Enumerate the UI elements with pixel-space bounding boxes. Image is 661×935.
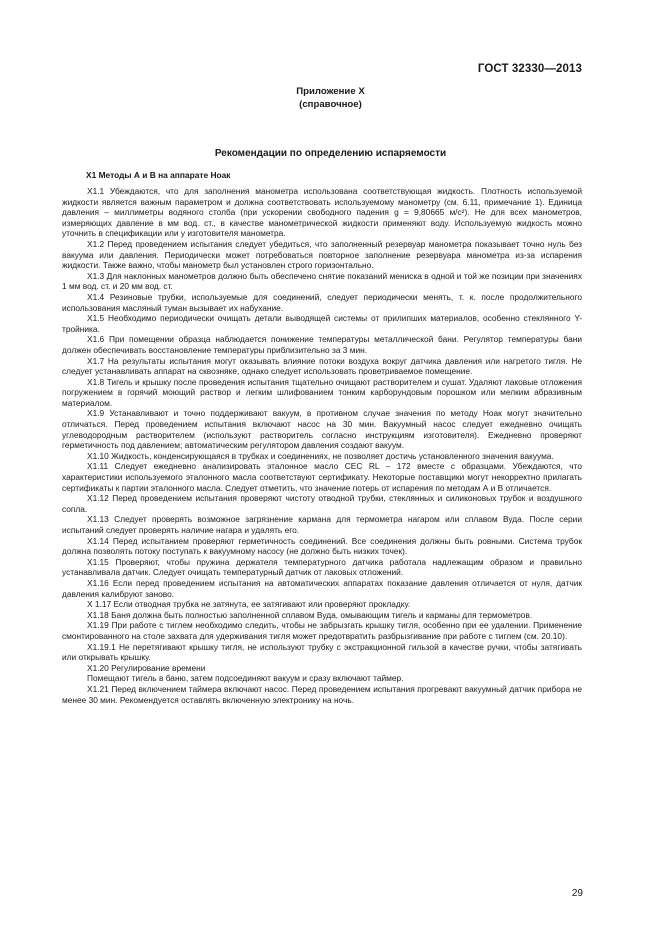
paragraph: Помещают тигель в баню, затем подсоединяют вакуум и сразу включают таймер. xyxy=(87,673,404,684)
paragraph: Х1.7 На результаты испытания могут оказывать влияние потоки воздуха вокруг датчика давления или нагретого тигля. Не следует устанавливать аппарат на сквозняке, однако следует использовать проветриваемое помещение. xyxy=(62,355,582,377)
paragraph: Х1.19 При работе с тиглем необходимо следить, чтобы не забрызгать крышку тигля, особенно при ее удалении. Применение смонтированного на столе захвата для удерживания тигля может предотвратить разбрызгивание при работе с тиглем (см. 20.10). xyxy=(62,620,582,641)
paragraph: Х1.13 Следует проверять возможное загрязнение кармана для термометра нагаром или сплавом Вуда. После серии испытаний следует проверять наличие нагара и удалять его. xyxy=(62,514,582,535)
paragraph: Х1.11 Следует ежедневно анализировать эталонное масло CEC RL – 172 вместе с образцами. Убеждаются, что характеристики используемого эталонного масла соответствуют сертификату. Некоторые поставщики могут некорректно прилагать сертификаты к партии эталонного масла. Следует отметить, что значение потерь от испарения по методам А и В отличается. xyxy=(62,461,582,493)
paragraph: Х1.8 Тигель и крышку после проведения испытания тщательно очищают растворителем и сушат. Удаляют лаковые отложения погружением в горячий моющий раствор и легким шлифованием тонким карборундовым порошком или мелким абразивным материалом. xyxy=(62,376,582,408)
document-title: Рекомендации по определению испаряемости xyxy=(214,148,447,159)
body-text xyxy=(62,186,582,705)
appendix-subtitle: (справочное) xyxy=(299,98,362,110)
paragraph: Х1.1 Убеждаются, что для заполнения манометра использована соответствующая жидкость. Плотность используемой жидкости является важным параметром и должна соответствовать используемому манометру (см. 6.11, примечание 1). Единица давления – миллиметры водяного столба (при ускорении свободного падения g = 9,80665 м/с²). Не для всех манометров, измеряющих давление в мм вод. ст., в качестве манометрической жидкости применяют воду. Используемую жидкость можно уточнить в спецификации или у изготовителя манометра. xyxy=(62,186,582,239)
paragraph: Х1.5 Необходимо периодически очищать детали выводящей системы от прилипших материалов, особенно стеклянного Y-тройника. xyxy=(62,313,582,334)
paragraph: Х1.14 Перед испытанием проверяют герметичность соединений. Все соединения должны быть ровными. Система трубок должна позволять потоку поступать к вакуумному насосу (не должно быть низких точек). xyxy=(62,535,582,557)
paragraph: Х1.15 Проверяют, чтобы пружина держателя температурного датчика работала надлежащим образом и правильно устанавливала датчик. Следует очищать температурный датчик от лаковых отложений. xyxy=(62,556,582,578)
standard-number: ГОСТ 32330—2013 xyxy=(477,63,582,75)
paragraph: Х1.16 Если перед проведением испытания на автоматических аппаратах показание давления отличается от нуля, датчик давления калибруют заново. xyxy=(62,577,582,599)
paragraph: Х1.3 Для наклонных манометров должно быть обеспечено снятие показаний мениска в одной и той же позиции при значениях 1 мм вод. ст. и 20 мм вод. ст. xyxy=(62,270,582,292)
appendix-title: Приложение Х xyxy=(296,86,365,97)
paragraph: Х1.4 Резиновые трубки, используемые для соединений, следует периодически менять, т. к. после продолжительного использования масляный туман вызывает их набухание. xyxy=(62,291,582,313)
page-number: 29 xyxy=(571,888,583,899)
paragraph: Х1.20 Регулирование времени xyxy=(87,662,206,673)
section-heading: Х1 Методы А и В на аппарате Ноак xyxy=(86,170,231,180)
paragraph: Х1.6 При помещении образца наблюдается понижение температуры металлической бани. Регулятор температуры бани должен обеспечивать восстановление температуры приблизительно за 3 мин. xyxy=(62,334,582,355)
paragraph: Х1.10 Жидкость, конденсирующаяся в трубках и соединениях, не позволяет достичь установленного значения вакуума. xyxy=(87,450,554,461)
paragraph: Х1.2 Перед проведением испытания следует убедиться, что заполненный резервуар манометра показывает точно нуль без вакуума или давления. Периодически может потребоваться повторное заполнение резервуара манометра из-за испарения жидкости. Также важно, чтобы манометр был установлен строго горизонтально. xyxy=(62,238,582,271)
paragraph: Х1.19.1 Не перетягивают крышку тигля, не используют трубку с экстракционной гильзой в качестве ручки, чтобы затягивать или открывать крышку. xyxy=(62,641,582,663)
paragraph: Х 1.17 Если отводная трубка не затянута, ее затягивают или проверяют прокладку. xyxy=(87,599,411,610)
paragraph: Х1.18 Баня должна быть полностью заполненной сплавом Вуда, омывающим тигель и карманы для термометров. xyxy=(87,609,533,620)
appendix-heading xyxy=(0,86,661,111)
paragraph: Х1.21 Перед включением таймера включают насос. Перед проведением испытания прогревают вакуумный датчик прибора не менее 30 мин. Рекомендуется оставлять включенную электронику на ночь. xyxy=(62,683,582,705)
paragraph: Х1.12 Перед проведением испытания проверяют чистоту отводной трубки, стеклянных и силиконовых трубок и воздушного сопла. xyxy=(62,493,582,514)
paragraph: Х1.9 Устанавливают и точно поддерживают вакуум, в противном случае значения по методу Ноак могут значительно отличаться. Перед проведением испытания включают насос на 30 мин. Вакуумный насос следует ежедневно очищать углеводородным растворителем (используют растворитель согласно инструкциям изготовителя). Ежедневно проверяют герметичность под давлением; автоматическим регулятором давления создают вакуум. xyxy=(62,408,582,451)
